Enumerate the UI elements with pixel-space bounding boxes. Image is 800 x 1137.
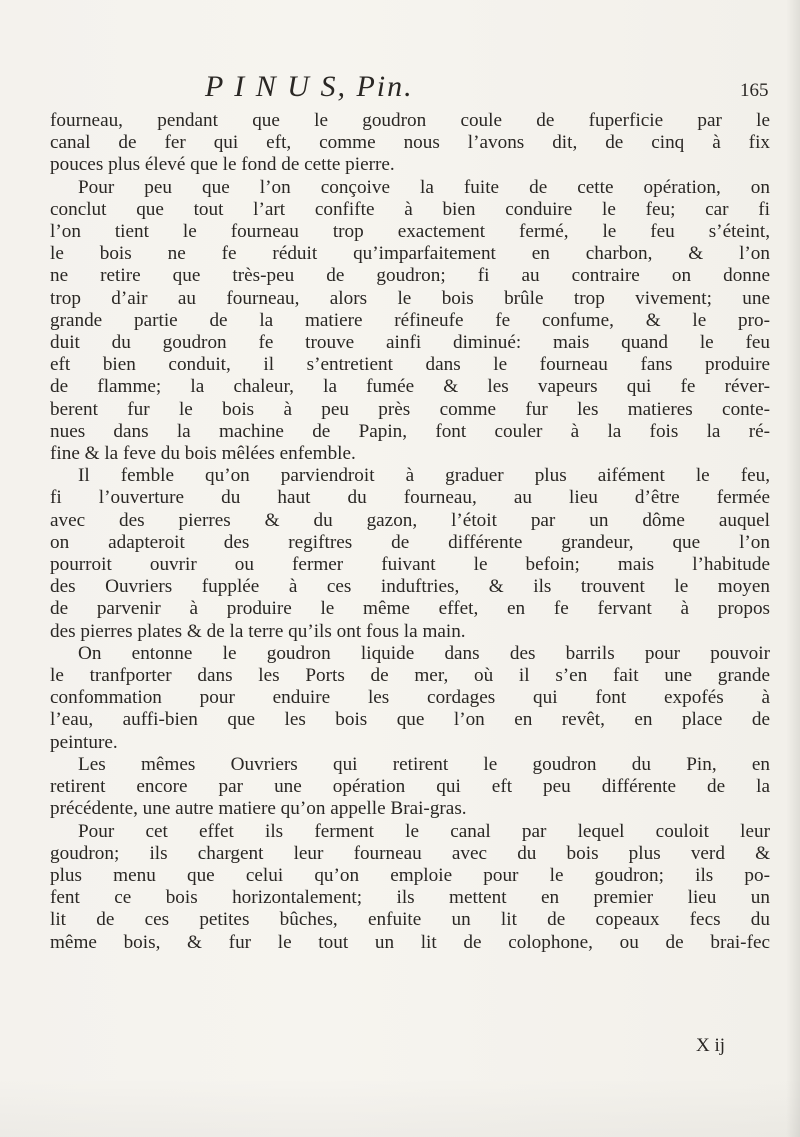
text-line: pouces plus élevé que le fond de cette pierre. <box>50 154 395 176</box>
text-line: goudron; ils chargent leur fourneau avec du bois plus verd & <box>50 842 770 864</box>
text-line: on adapteroit des regiftres de différente grandeur, que l’on <box>50 531 770 553</box>
text-line: duit du goudron fe trouve ainfi diminué: mais quand le feu <box>50 332 770 354</box>
text-line: On entonne le goudron liquide dans des barrils pour pouvoir <box>78 642 770 664</box>
page-header <box>0 70 800 110</box>
text-line: pourroit ouvrir ou fermer fuivant le befoin; mais l’habitude <box>50 554 770 576</box>
text-line: le bois ne fe réduit qu’imparfaitement en charbon, & l’on <box>50 243 770 265</box>
text-line: canal de fer qui eft, comme nous l’avons dit, de cinq à fix <box>50 132 770 154</box>
text-line: berent fur le bois à peu près comme fur les matieres conte- <box>50 398 770 420</box>
page-edge-shadow <box>786 0 800 1137</box>
text-line: même bois, & fur le tout un lit de colophone, ou de brai-fec <box>50 931 770 953</box>
text-line: l’on tient le fourneau trop exactement fermé, le feu s’éteint, <box>50 221 770 243</box>
text-line: retirent encore par une opération qui eft peu différente de la <box>50 776 770 798</box>
text-line: fent ce bois horizontalement; ils mettent en premier lieu un <box>50 887 770 909</box>
text-line: Les mêmes Ouvriers qui retirent le goudron du Pin, en <box>78 753 770 775</box>
text-line: des Ouvriers fupplée à ces induftries, & ils trouvent le moyen <box>50 576 770 598</box>
page-number: 165 <box>740 80 769 101</box>
text-line: de flamme; la chaleur, la fumée & les vapeurs qui fe réver- <box>50 376 770 398</box>
text-line: Il femble qu’on parviendroit à graduer plus aifément le feu, <box>78 465 770 487</box>
text-line: confommation pour enduire les cordages qui font expofés à <box>50 687 770 709</box>
text-line: lit de ces petites bûches, enfuite un lit de copeaux fecs du <box>50 909 770 931</box>
text-line: fine & la feve du bois mêlées enfemble. <box>50 443 356 465</box>
running-title: P I N U S, Pin. <box>205 70 414 103</box>
text-line: peinture. <box>50 731 118 753</box>
text-line: plus menu que celui qu’on emploie pour le goudron; ils po- <box>50 864 770 886</box>
text-line: l’eau, auffi-bien que les bois que l’on en revêt, en place de <box>50 709 770 731</box>
text-line: Pour peu que l’on conçoive la fuite de cette opération, on <box>78 176 770 198</box>
text-line: précédente, une autre matiere qu’on appelle Brai-gras. <box>50 798 467 820</box>
text-line: le tranfporter dans les Ports de mer, où il s’en fait une grande <box>50 665 770 687</box>
page-bottom-shade <box>0 1077 800 1137</box>
text-line: avec des pierres & du gazon, l’étoit par un dôme auquel <box>50 509 770 531</box>
text-line: des pierres plates & de la terre qu’ils ont fous la main. <box>50 620 466 642</box>
text-line: de parvenir à produire le même effet, en fe fervant à propos <box>50 598 770 620</box>
signature-mark: X ij <box>696 1035 726 1056</box>
text-line: trop d’air au fourneau, alors le bois brûle trop vivement; une <box>50 287 770 309</box>
text-line: Pour cet effet ils ferment le canal par lequel couloit leur <box>78 820 770 842</box>
text-line: conclut que tout l’art confifte à bien conduire le feu; car fi <box>50 198 770 220</box>
text-line: eft bien conduit, il s’entretient dans le fourneau fans produire <box>50 354 770 376</box>
text-line: nues dans la machine de Papin, font couler à la fois la ré- <box>50 420 770 442</box>
text-line: grande partie de la matiere réfineufe fe confume, & le pro- <box>50 309 770 331</box>
body-text <box>50 110 770 954</box>
text-line: fourneau, pendant que le goudron coule de fuperficie par le <box>50 110 770 131</box>
text-line: ne retire que très-peu de goudron; fi au contraire on donne <box>50 265 770 287</box>
text-line: fi l’ouverture du haut du fourneau, au lieu d’être fermée <box>50 487 770 509</box>
